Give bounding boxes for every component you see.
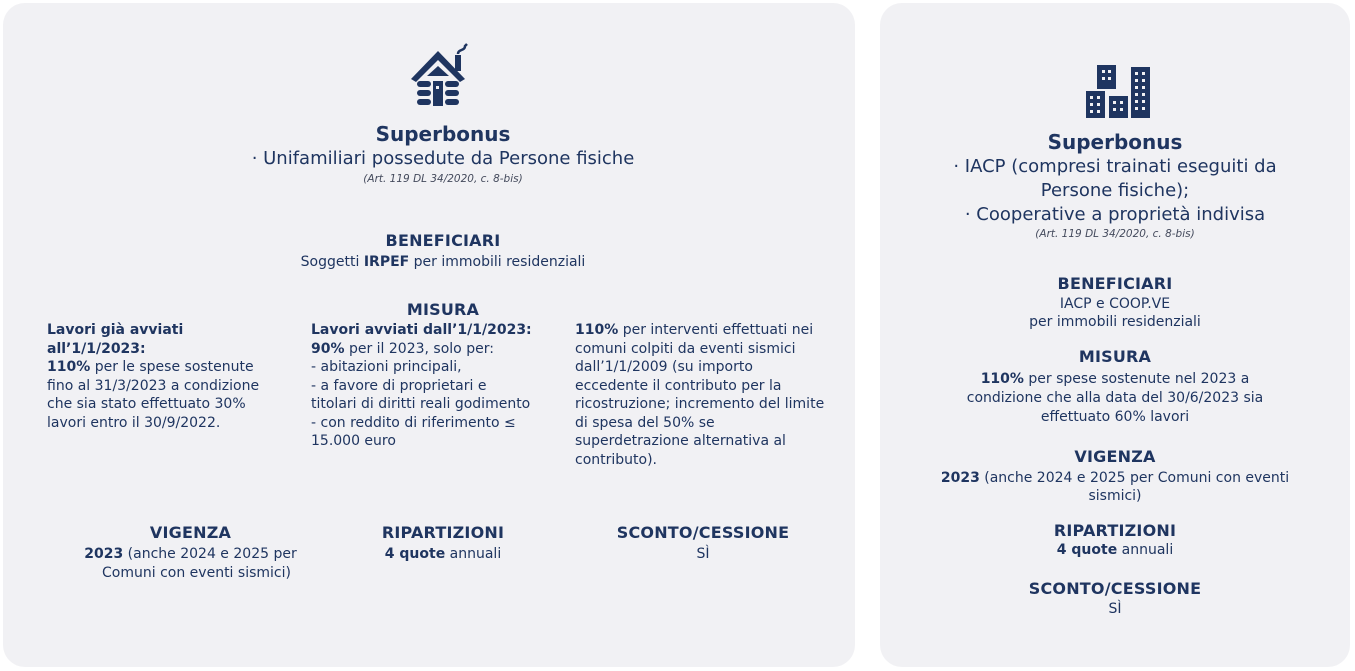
misura-col3-text: per interventi effettuati nei comuni colpiti da eventi sismici dall’1/1/2009 (su importo eccedente il contributo per la ricostruzione; incremento del limite di spesa del 50% se superdetrazione alternativa al contributo). (575, 322, 825, 468)
misura-bold: 110% (980, 371, 1024, 387)
misura-col2-text: per il 2023, solo per: (344, 340, 494, 357)
misura-col1-bold: 110% (47, 359, 91, 375)
left-ripartizioni-text (323, 545, 563, 564)
right-beneficiari-heading: BENEFICIARI (1057, 274, 1173, 293)
left-sconto-heading: SCONTO/CESSIONE (616, 523, 790, 542)
vigenza-text: (anche 2024 e 2025 per Comuni con eventi (979, 470, 1290, 486)
beneficiari-suffix: per immobili residenziali (409, 254, 586, 270)
right-subtitle-2: Persone fisiche); (1040, 180, 1190, 201)
left-title: Superbonus (375, 122, 511, 146)
misura-col2-bold: 90% (311, 340, 345, 357)
ripartizioni-text: annuali (1117, 542, 1174, 558)
left-reference: (Art. 119 DL 34/2020, c. 8-bis) (363, 173, 523, 185)
vigenza-text: (anche 2024 e 2025 per (123, 546, 297, 562)
right-misura-line1 (880, 370, 1350, 389)
right-ripartizioni-text (880, 541, 1350, 560)
right-sconto-heading: SCONTO/CESSIONE (1028, 579, 1202, 598)
misura-col-sismici (575, 321, 825, 469)
left-beneficiari-heading: BENEFICIARI (385, 231, 501, 250)
right-beneficiari-line1: IACP e COOP.VE (1059, 296, 1171, 312)
left-vigenza-heading: VIGENZA (149, 523, 232, 542)
left-misura-heading: MISURA (406, 300, 480, 319)
misura-col-nuovi (311, 321, 536, 451)
left-sconto-text: SÌ (696, 546, 710, 562)
right-subtitle-1: · IACP (compresi trainati eseguiti da (953, 156, 1277, 177)
misura-col3-bold: 110% (575, 322, 619, 338)
vigenza-text2: Comuni con eventi sismici) (102, 564, 291, 581)
right-ripartizioni-heading: RIPARTIZIONI (1053, 521, 1177, 540)
right-title: Superbonus (1047, 130, 1183, 154)
ripartizioni-bold: 4 quote (384, 546, 446, 562)
right-misura-line2: condizione che alla data del 30/6/2023 sia (966, 390, 1264, 406)
right-misura-line3: effettuato 60% lavori (1040, 409, 1190, 425)
left-ripartizioni-heading: RIPARTIZIONI (381, 523, 505, 542)
right-sconto-text: SÌ (1108, 601, 1122, 617)
ripartizioni-bold: 4 quote (1056, 542, 1118, 558)
left-vigenza-text (58, 545, 323, 582)
misura-col-avviati (47, 321, 282, 432)
right-beneficiari-line2: per immobili residenziali (1029, 314, 1201, 330)
beneficiari-prefix: Soggetti (300, 254, 364, 270)
left-beneficiari-text (3, 253, 883, 272)
log-cabin-icon (405, 41, 485, 113)
beneficiari-bold: IRPEF (363, 254, 410, 270)
right-vigenza-line2: sismici) (1088, 488, 1142, 504)
right-reference: (Art. 119 DL 34/2020, c. 8-bis) (1035, 228, 1195, 240)
misura-col2-item: - a favore di proprietari e titolari di diritti reali godimento (311, 377, 531, 412)
misura-col1-text: per le spese sostenute fino al 31/3/2023 a condizione che sia stato effettuato 30% lavori entro il 30/9/2022. (47, 359, 260, 431)
unifamiliari-panel (3, 3, 855, 667)
left-subtitle: · Unifamiliari possedute da Persone fisiche (251, 148, 635, 169)
misura-text: per spese sostenute nel 2023 a (1023, 371, 1250, 387)
right-vigenza-heading: VIGENZA (1074, 447, 1156, 466)
right-vigenza-line1 (880, 469, 1350, 488)
iacp-panel (880, 3, 1350, 667)
right-subtitle-3: · Cooperative a proprietà indivisa (964, 204, 1266, 225)
misura-col2-item: - abitazioni principali, (311, 359, 462, 375)
misura-col1-title: Lavori già avviati all’1/1/2023: (47, 322, 184, 357)
right-misura-heading: MISURA (1078, 347, 1152, 366)
vigenza-bold: 2023 (84, 546, 124, 562)
misura-col2-item: - con reddito di riferimento ≤ 15.000 euro (311, 414, 516, 449)
ripartizioni-text: annuali (445, 546, 502, 562)
buildings-icon (1083, 61, 1153, 119)
misura-col2-title: Lavori avviati dall’1/1/2023: (311, 322, 532, 338)
vigenza-bold: 2023 (940, 470, 980, 486)
